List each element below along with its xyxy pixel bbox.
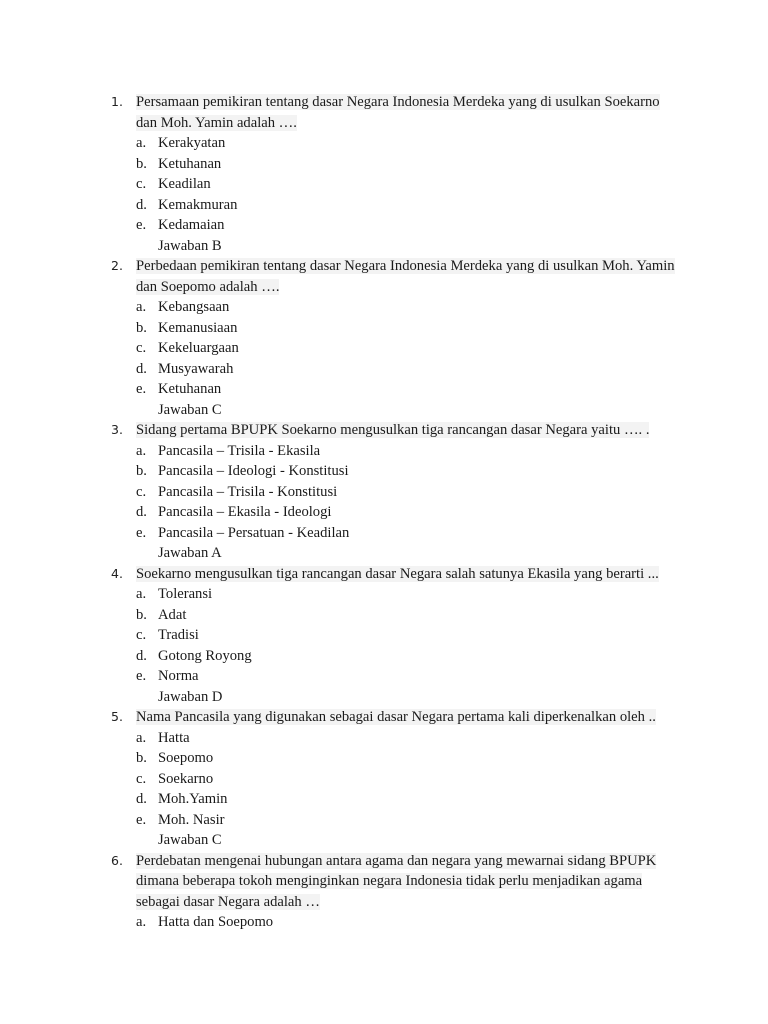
option-letter: b. [136,319,147,336]
option-d [0,502,768,523]
option-letter: a. [136,442,147,459]
option-b [0,154,768,175]
question-text-content: Nama Pancasila yang digunakan sebagai dasar Negara pertama kali diperkenalkan oleh .. [136,709,656,725]
option-letter: b. [136,606,147,623]
option-letter: e. [136,668,147,684]
question-6 [0,851,768,933]
option-text: Soepomo [158,750,214,766]
question-number: 6. [111,852,123,868]
option-e [0,666,768,687]
option-e [0,379,768,400]
option-text: Hatta dan Soepomo [158,914,274,930]
option-text: Moh.Yamin [158,791,228,807]
option-letter: d. [136,360,147,377]
question-1 [0,92,768,256]
answer-key: Jawaban A [158,545,222,561]
option-e [0,810,768,831]
option-a [0,584,768,605]
question-number: 5. [111,709,123,724]
option-letter: e. [136,217,147,233]
option-text: Kemakmuran [158,196,238,213]
option-b [0,318,768,339]
question-text [136,92,678,133]
option-text: Tradisi [158,627,199,643]
question-number: 2. [111,258,123,273]
option-letter: b. [136,463,147,479]
question-2 [0,256,768,420]
question-text-content: Soekarno mengusulkan tiga rancangan dasar Negara salah satunya Ekasila yang berarti ... [136,565,659,582]
answer-key: Jawaban D [158,688,223,705]
option-d [0,195,768,216]
answer-key: Jawaban C [158,832,222,848]
option-d [0,789,768,810]
option-letter: d. [136,647,147,664]
option-d [0,359,768,380]
option-text: Ketuhanan [158,381,222,397]
option-text: Gotong Royong [158,647,252,664]
option-letter: d. [136,791,147,807]
question-number: 3. [111,422,123,437]
option-e [0,215,768,236]
option-b [0,748,768,769]
option-letter: b. [136,155,147,172]
option-text: Ketuhanan [158,155,222,172]
option-text: Keadilan [158,176,211,192]
option-text: Toleransi [158,586,213,602]
option-c [0,769,768,790]
option-c [0,482,768,503]
option-a [0,912,768,933]
option-b [0,461,768,482]
question-text [136,256,678,297]
question-3 [0,420,768,564]
option-letter: c. [136,627,147,643]
option-letter: a. [136,729,147,746]
question-number: 1. [111,94,123,109]
question-text [136,851,678,913]
option-text: Soekarno [158,770,214,787]
question-text-content: Perdebatan mengenai hubungan antara agama dan negara yang mewarnai sidang BPUPK dimana beberapa tokoh menginginkan negara Indonesia tidak perlu menjadikan agama sebagai dasar Negara adalah … [136,852,657,910]
option-text: Pancasila – Ekasila - Ideologi [158,504,332,520]
option-letter: c. [136,340,147,356]
option-letter: d. [136,504,147,520]
option-text: Norma [158,668,199,684]
option-letter: e. [136,381,147,397]
option-a [0,441,768,462]
option-letter: e. [136,524,147,541]
option-a [0,297,768,318]
question-5 [0,707,768,851]
option-letter: a. [136,586,147,602]
question-text [136,707,678,728]
option-text: Musyawarah [158,360,234,377]
option-text: Hatta [158,729,190,746]
answer-key: Jawaban C [158,401,222,418]
option-text: Kerakyatan [158,135,226,151]
question-text [136,420,678,441]
option-letter: c. [136,176,147,192]
question-text-content: Perbedaan pemikiran tentang dasar Negara Indonesia Merdeka yang di usulkan Moh. Yamin dan Soepomo adalah …. [136,258,675,295]
option-text: Kedamaian [158,217,225,233]
question-4 [0,564,768,708]
document-page [0,92,768,933]
option-letter: d. [136,196,147,213]
option-a [0,728,768,749]
option-text: Moh. Nasir [158,811,225,828]
answer-key: Jawaban B [158,237,222,254]
option-e [0,523,768,544]
option-text: Kekeluargaan [158,340,239,356]
question-text-content: Sidang pertama BPUPK Soekarno mengusulkan tiga rancangan dasar Negara yaitu …. . [136,422,650,438]
option-letter: e. [136,811,147,828]
question-text [136,564,678,585]
option-letter: c. [136,770,147,787]
question-number: 4. [111,565,123,581]
option-a [0,133,768,154]
option-letter: b. [136,750,147,766]
option-text: Adat [158,606,187,623]
option-d [0,646,768,667]
option-c [0,174,768,195]
option-text: Pancasila – Persatuan - Keadilan [158,524,350,541]
option-text: Kemanusiaan [158,319,238,336]
option-letter: a. [136,914,147,930]
option-c [0,338,768,359]
question-text-content: Persamaan pemikiran tentang dasar Negara Indonesia Merdeka yang di usulkan Soekarno dan Moh. Yamin adalah …. [136,94,660,131]
option-letter: c. [136,483,147,500]
option-text: Kebangsaan [158,299,230,315]
option-text: Pancasila – Ideologi - Konstitusi [158,463,349,479]
option-letter: a. [136,299,147,315]
option-text: Pancasila – Trisila - Ekasila [158,442,321,459]
option-text: Pancasila – Trisila - Konstitusi [158,483,338,500]
option-b [0,605,768,626]
option-c [0,625,768,646]
option-letter: a. [136,135,147,151]
